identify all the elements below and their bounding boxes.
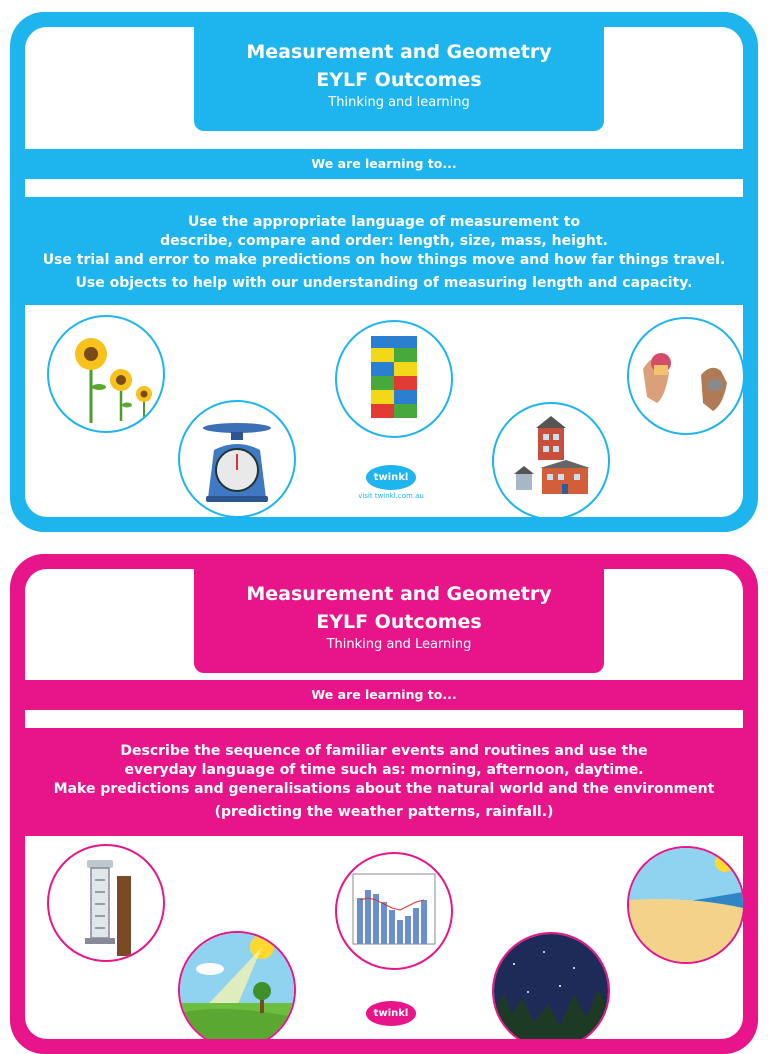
description-line: (predicting the weather patterns, rainfall.) — [214, 804, 554, 820]
description-band — [25, 197, 743, 305]
description-line: Use objects to help with our understanding of measuring length and capacity. — [75, 275, 693, 291]
description-band — [25, 728, 743, 836]
page-title: Measurement and Geometry — [246, 583, 552, 605]
rainfall-chart-icon — [335, 852, 453, 970]
beach-icon — [627, 846, 743, 964]
brand-logo — [351, 1001, 431, 1026]
houses-icon — [492, 402, 610, 517]
poster-card-pink — [10, 554, 758, 1054]
poster-card-blue — [10, 12, 758, 532]
title-banner — [194, 27, 604, 131]
sunflowers-icon — [47, 315, 165, 433]
logo-text: twinkl — [366, 465, 417, 490]
page-title: Measurement and Geometry — [246, 41, 552, 63]
kitchen-scale-icon — [178, 400, 296, 517]
logo-text: twinkl — [366, 1001, 417, 1026]
title-banner — [194, 569, 604, 673]
night-sky-icon — [492, 932, 610, 1039]
page-subtitle: EYLF Outcomes — [316, 611, 482, 633]
learning-strip — [25, 149, 743, 179]
brand-logo — [351, 465, 431, 500]
card-content — [25, 27, 743, 517]
description-line: Describe the sequence of familiar events and routines and use the — [120, 743, 648, 759]
description-line: describe, compare and order: length, size, mass, height. — [160, 233, 608, 249]
section-label: Thinking and Learning — [326, 637, 472, 652]
learning-label: We are learning to... — [311, 156, 457, 171]
card-content — [25, 569, 743, 1039]
block-tower-icon — [335, 320, 453, 438]
sunny-field-icon — [178, 931, 296, 1039]
section-label: Thinking and learning — [328, 95, 470, 110]
hands-objects-icon — [627, 317, 743, 435]
rain-gauge-icon — [47, 844, 165, 962]
learning-strip — [25, 680, 743, 710]
page-subtitle: EYLF Outcomes — [316, 69, 482, 91]
description-line: Use the appropriate language of measurement to — [187, 214, 581, 230]
learning-label: We are learning to... — [311, 687, 457, 702]
description-line: everyday language of time such as: morning, afternoon, daytime. — [124, 762, 644, 778]
description-line: Make predictions and generalisations about the natural world and the environment — [53, 781, 715, 797]
description-line: Use trial and error to make predictions on how things move and how far things travel. — [42, 252, 726, 268]
logo-url: visit twinkl.com.au — [358, 492, 424, 500]
